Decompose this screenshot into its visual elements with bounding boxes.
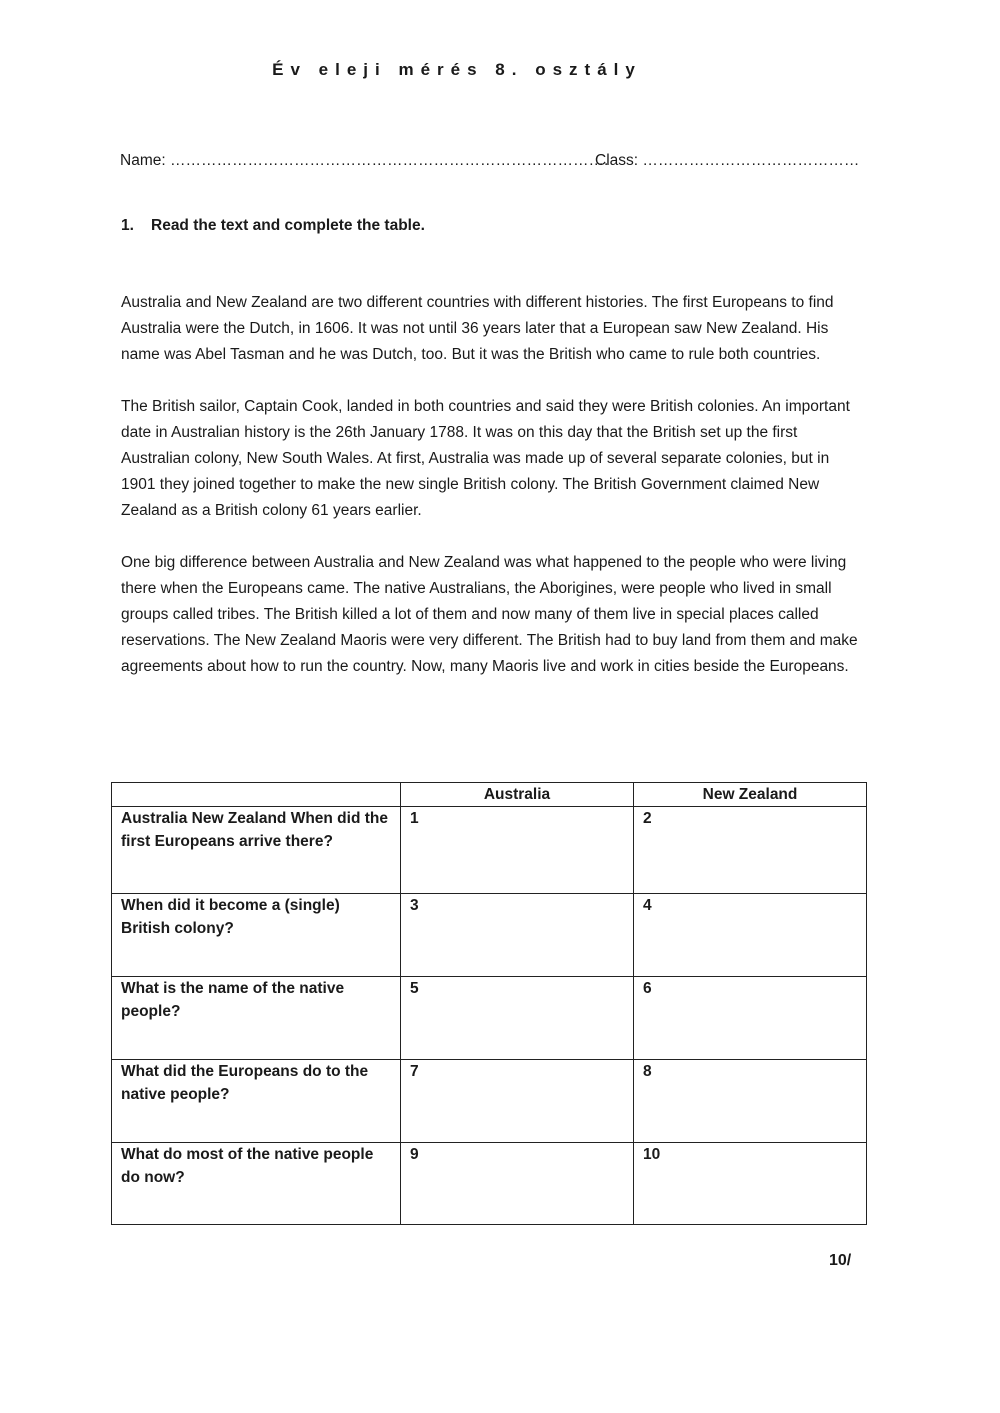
page-title: Év eleji mérés 8. osztály bbox=[272, 60, 642, 79]
table-header-row bbox=[112, 783, 867, 807]
answer-cell-new-zealand[interactable]: 8 bbox=[634, 1060, 867, 1143]
table-row bbox=[112, 1143, 867, 1225]
reading-text bbox=[121, 290, 866, 706]
answer-cell-australia[interactable]: 5 bbox=[401, 977, 634, 1060]
reading-paragraph: The British sailor, Captain Cook, landed in both countries and said they were British colonies. An important date in Australian history is the 26th January 1788. It was on this day that the British set up the first Australian colony, New South Wales. At first, Australia was made up of several separate colonies, but in 1901 they joined together to make the new single British colony. The British Government claimed New Zealand as a British colony 61 years earlier. bbox=[121, 398, 850, 519]
header-question bbox=[112, 783, 401, 807]
question-cell: What is the name of the native people? bbox=[112, 977, 401, 1060]
reading-paragraph: Australia and New Zealand are two different countries with different histories. The first Europeans to find Australia were the Dutch, in 1606. It was not until 36 years later that a European saw New Zealand. His name was Abel Tasman and he was Dutch, too. But it was the British who came to rule both countries. bbox=[121, 294, 834, 363]
score-total: 10/ bbox=[829, 1252, 852, 1269]
task-heading bbox=[121, 217, 425, 235]
reading-paragraph: One big difference between Australia and New Zealand was what happened to the people who were living there when the Europeans came. The native Australians, the Aborigines, were people who lived in small groups called tribes. The British killed a lot of them and now many of them live in special places called reservations. The New Zealand Maoris were very different. The British had to buy land from them and make agreements about how to run the country. Now, many Maoris live and work in cities beside the Europeans. bbox=[121, 554, 858, 675]
table-row bbox=[112, 894, 867, 977]
answer-cell-new-zealand[interactable]: 2 bbox=[634, 807, 867, 894]
task-number: 1. bbox=[121, 217, 134, 234]
header-new-zealand: New Zealand bbox=[634, 783, 867, 807]
answer-cell-australia[interactable]: 1 bbox=[401, 807, 634, 894]
answer-table bbox=[111, 782, 867, 1225]
question-cell: When did it become a (single) British colony? bbox=[112, 894, 401, 977]
answer-cell-australia[interactable]: 7 bbox=[401, 1060, 634, 1143]
table-row bbox=[112, 977, 867, 1060]
table-row bbox=[112, 807, 867, 894]
answer-cell-new-zealand[interactable]: 10 bbox=[634, 1143, 867, 1225]
class-field[interactable]: Class: …………………………………… bbox=[595, 152, 860, 169]
name-field[interactable]: Name: …………………………………………………………………………. bbox=[120, 152, 609, 169]
question-cell: Australia New Zealand When did the first Europeans arrive there? bbox=[112, 807, 401, 894]
answer-cell-new-zealand[interactable]: 4 bbox=[634, 894, 867, 977]
answer-cell-australia[interactable]: 9 bbox=[401, 1143, 634, 1225]
question-cell: What did the Europeans do to the native people? bbox=[112, 1060, 401, 1143]
question-cell: What do most of the native people do now? bbox=[112, 1143, 401, 1225]
task-instruction: Read the text and complete the table. bbox=[151, 217, 425, 234]
answer-cell-new-zealand[interactable]: 6 bbox=[634, 977, 867, 1060]
table-row bbox=[112, 1060, 867, 1143]
header-australia: Australia bbox=[401, 783, 634, 807]
answer-cell-australia[interactable]: 3 bbox=[401, 894, 634, 977]
